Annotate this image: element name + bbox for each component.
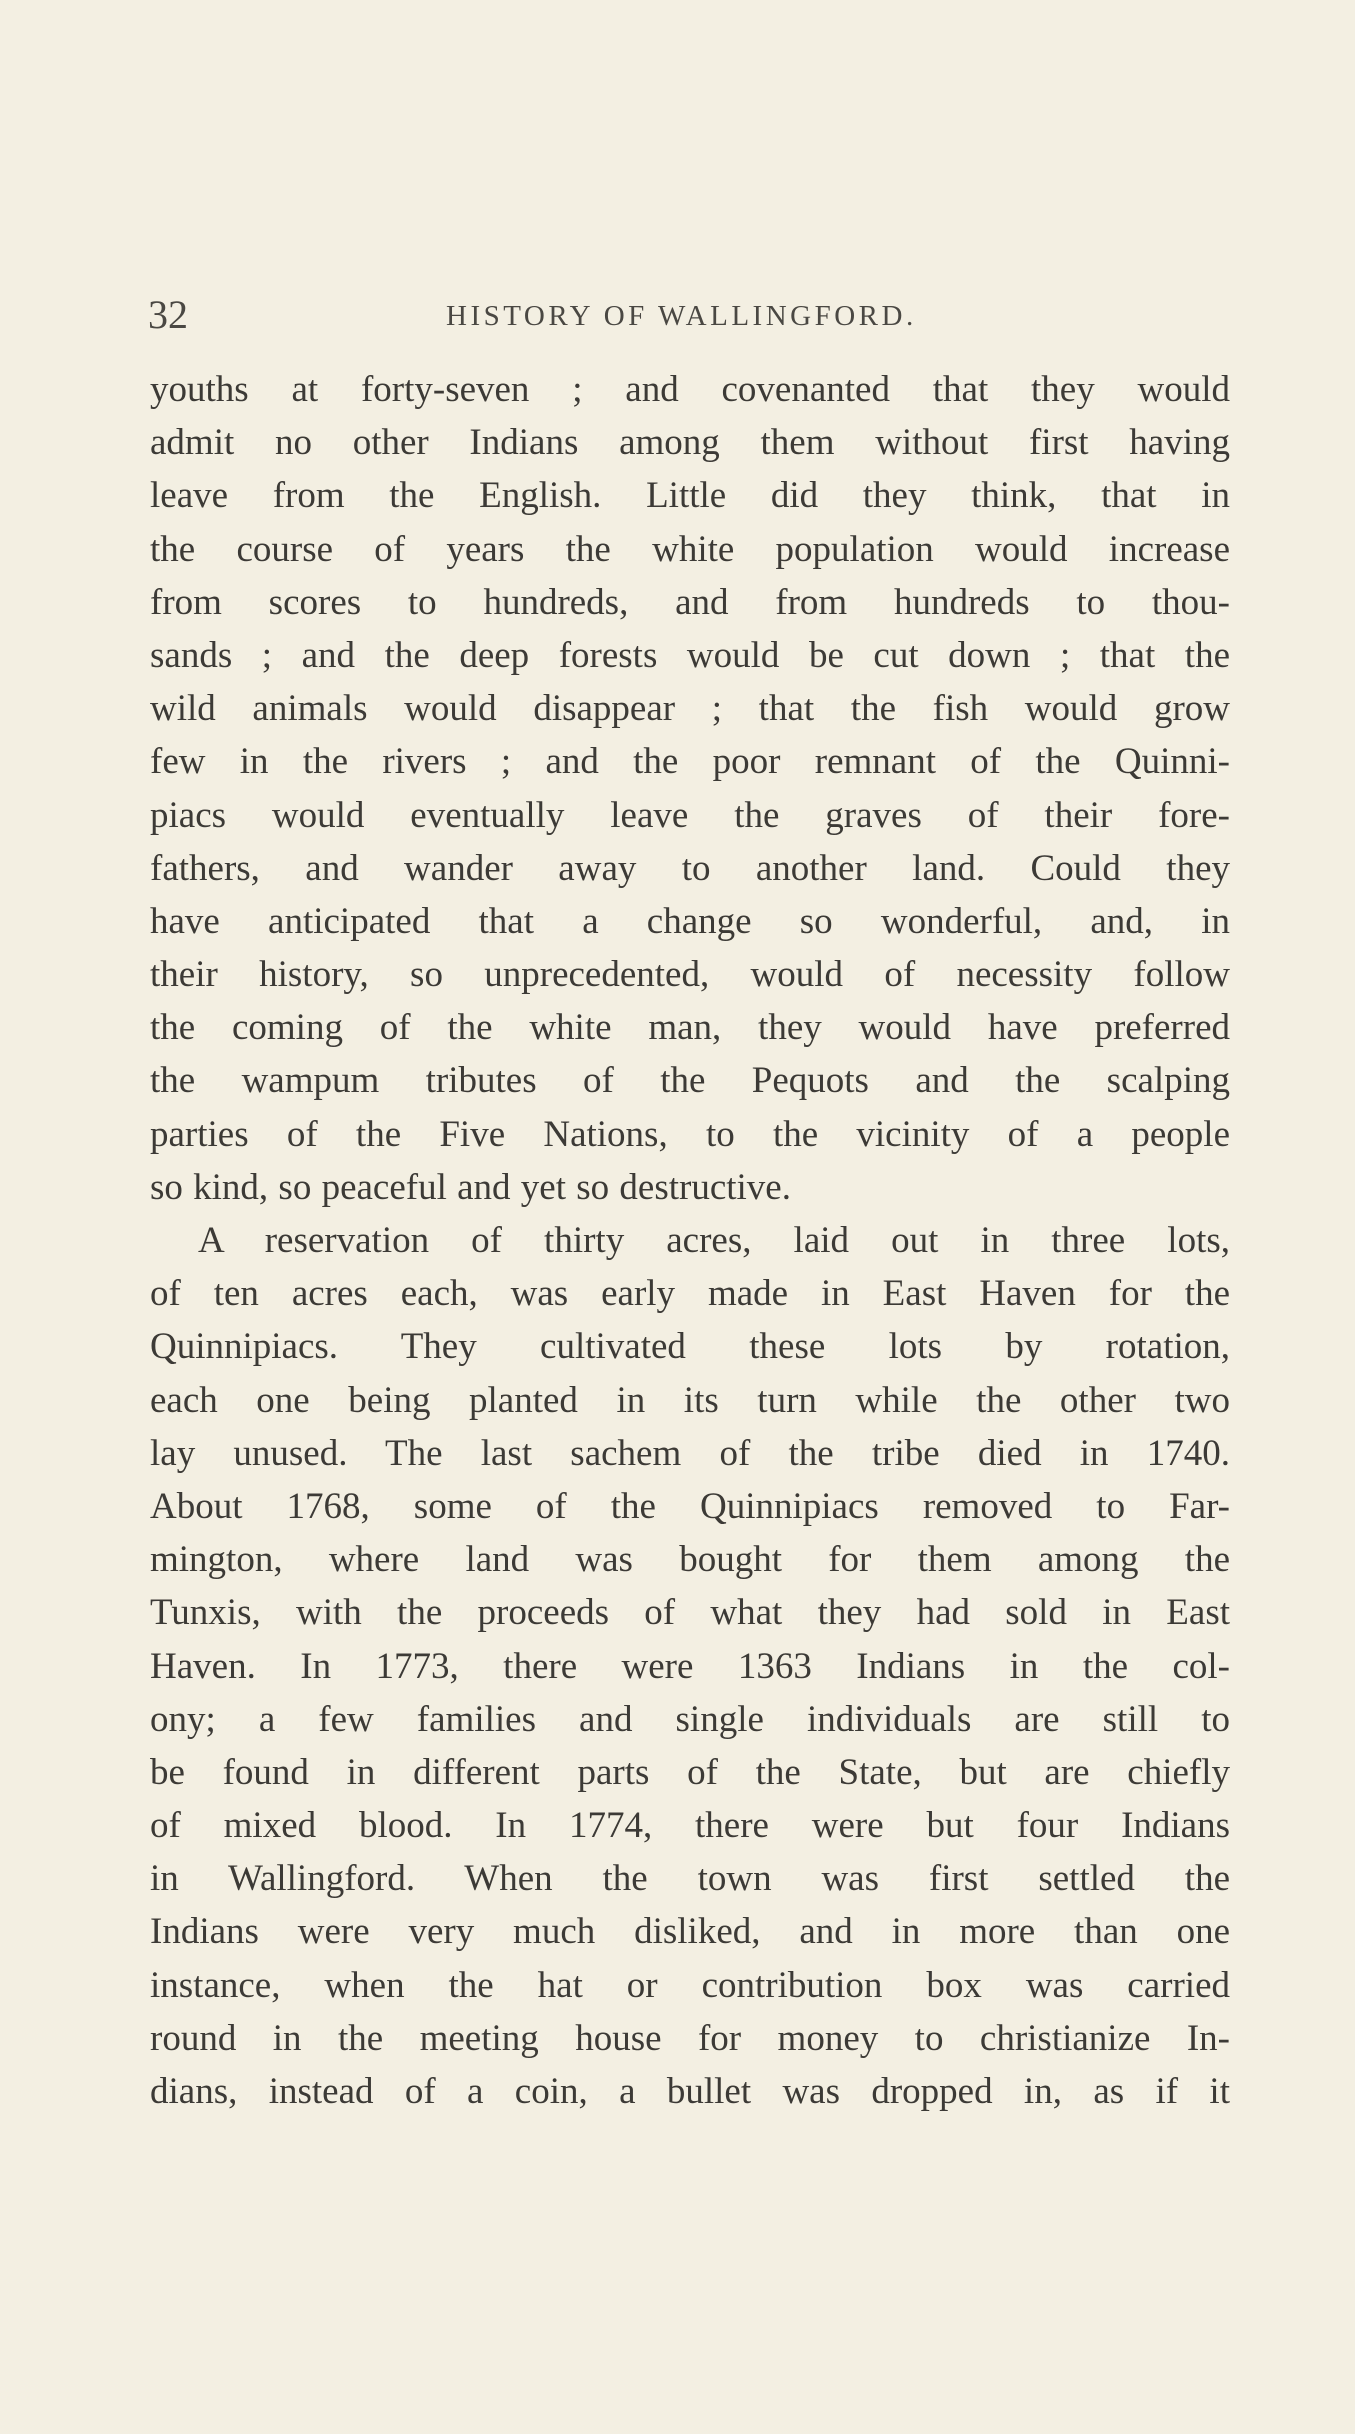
- text-line: Indians were very much disliked, and in more than one: [150, 1911, 1230, 1953]
- text-line: admit no other Indians among them without first having: [150, 422, 1230, 464]
- body-text: [150, 363, 1230, 2118]
- text-line: leave from the English. Little did they think, that in: [150, 475, 1230, 517]
- page-number: 32: [148, 292, 188, 337]
- text-line: each one being planted in its turn while the other two: [150, 1379, 1230, 1421]
- page-header: [148, 290, 1228, 340]
- text-line: wild animals would disappear ; that the fish would grow: [150, 688, 1230, 730]
- text-line: have anticipated that a change so wonderful, and, in: [150, 900, 1230, 942]
- text-line: so kind, so peaceful and yet so destructive.: [150, 1166, 791, 1208]
- text-line: few in the rivers ; and the poor remnant of the Quinni-: [150, 741, 1230, 783]
- text-line: A reservation of thirty acres, laid out in three lots,: [198, 1220, 1230, 1261]
- text-line: dians, instead of a coin, a bullet was dropped in, as if it: [150, 2071, 1230, 2112]
- text-line: About 1768, some of the Quinnipiacs removed to Far-: [150, 1485, 1230, 1527]
- text-line: mington, where land was bought for them among the: [150, 1539, 1230, 1581]
- text-line: ony; a few families and single individuals are still to: [150, 1698, 1230, 1740]
- paragraph-2: [150, 1214, 1230, 2118]
- text-line: from scores to hundreds, and from hundreds to thou-: [150, 581, 1230, 623]
- running-head: HISTORY OF WALLINGFORD.: [446, 300, 917, 332]
- text-line: sands ; and the deep forests would be cut down ; that the: [150, 634, 1230, 676]
- text-line: the wampum tributes of the Pequots and the scalping: [150, 1060, 1230, 1102]
- text-line: youths at forty-seven ; and covenanted that they would: [150, 369, 1230, 410]
- text-line: the coming of the white man, they would have preferred: [150, 1007, 1230, 1049]
- text-line: their history, so unprecedented, would of necessity follow: [150, 954, 1230, 996]
- paragraph-1: [150, 363, 1230, 1214]
- text-line: of mixed blood. In 1774, there were but four Indians: [150, 1805, 1230, 1847]
- text-line: fathers, and wander away to another land. Could they: [150, 847, 1230, 889]
- text-line: lay unused. The last sachem of the tribe died in 1740.: [150, 1432, 1230, 1474]
- text-line: the course of years the white population would increase: [150, 528, 1230, 570]
- text-line: round in the meeting house for money to christianize In-: [150, 2017, 1230, 2059]
- text-line: of ten acres each, was early made in East Haven for the: [150, 1273, 1230, 1315]
- text-line: Tunxis, with the proceeds of what they had sold in East: [150, 1592, 1230, 1634]
- text-line: instance, when the hat or contribution box was carried: [150, 1964, 1230, 2006]
- text-line: be found in different parts of the State, but are chiefly: [150, 1751, 1230, 1793]
- text-line: Haven. In 1773, there were 1363 Indians in the col-: [150, 1645, 1230, 1687]
- text-line: in Wallingford. When the town was first settled the: [150, 1858, 1230, 1900]
- text-line: parties of the Five Nations, to the vicinity of a people: [150, 1113, 1230, 1155]
- text-line: piacs would eventually leave the graves of their fore-: [150, 794, 1230, 836]
- text-line: Quinnipiacs. They cultivated these lots by rotation,: [150, 1326, 1230, 1368]
